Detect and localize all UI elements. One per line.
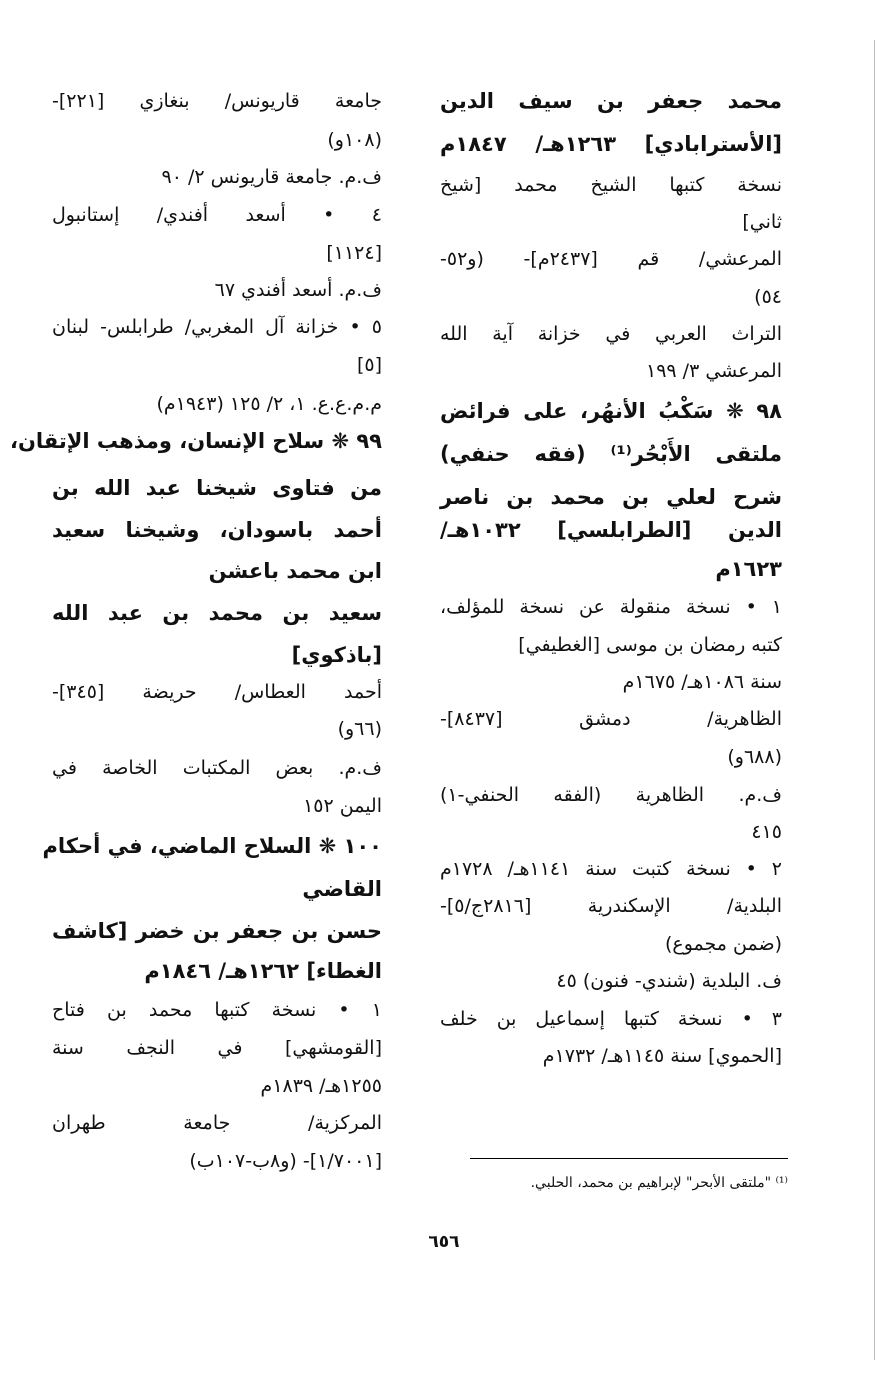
manuscript-line: ١ • نسخة منقولة عن نسخة للمؤلف، — [440, 596, 782, 618]
entry-100-author: الغطاء] ١٢٦٢هـ/ ١٨٤٦م — [144, 959, 382, 983]
manuscript-line: [١١٢٤] — [326, 242, 382, 264]
entry-98-author: الدين [الطرابلسي] ١٠٣٢هـ/ — [440, 518, 782, 542]
manuscript-line: جامعة قاريونس/ بنغازي [٢٢١]- — [52, 90, 382, 112]
manuscript-line: [٥] — [356, 354, 382, 376]
entry-98-author: ١٦٢٣م — [715, 557, 782, 581]
manuscript-line: أحمد العطاس/ حريضة [٣٤٥]- — [52, 681, 382, 703]
entry-author-line: محمد جعفر بن سيف الدين — [440, 89, 782, 113]
manuscript-line: (٦٦و) — [337, 718, 382, 740]
page-edge-line — [874, 40, 875, 1360]
manuscript-line: [القومشهي] في النجف سنة — [52, 1037, 382, 1059]
manuscript-line: ١٢٥٥هـ/ ١٨٣٩م — [260, 1075, 382, 1097]
entry-100-title: القاضي — [302, 877, 382, 901]
page-number: ٦٥٦ — [428, 1232, 460, 1252]
entry-98-author: شرح لعلي بن محمد بن ناصر — [440, 485, 782, 509]
manuscript-line: ف.م. بعض المكتبات الخاصة في — [52, 757, 382, 779]
manuscript-line: ثاني] — [742, 211, 782, 233]
manuscript-line: ١ • نسخة كتبها محمد بن فتاح — [52, 999, 382, 1021]
entry-99-title: أحمد باسودان، وشيخنا سعيد — [52, 518, 382, 542]
manuscript-line: ف. البلدية (شندي- فنون) ٤٥ — [556, 970, 782, 992]
manuscript-line: ف.م. أسعد أفندي ٦٧ — [214, 279, 382, 301]
manuscript-line: ٥ • خزانة آل المغربي/ طرابلس- لبنان — [52, 316, 382, 338]
manuscript-line: البلدية/ الإسكندرية [٢٨١٦ج/٥]- — [440, 895, 782, 917]
footnote-divider — [470, 1158, 788, 1159]
manuscript-line: ٤١٥ — [751, 821, 782, 843]
manuscript-line: المرعشي/ قم [٢٤٣٧م]- (و٥٢- — [440, 248, 782, 270]
manuscript-line: نسخة كتبها الشيخ محمد [شيخ — [440, 174, 782, 196]
entry-99-author: سعيد بن محمد بن عبد الله — [52, 601, 382, 625]
footnote: ⁽¹⁾ "ملتقى الأبحر" لإبراهيم بن محمد، الحلبي. — [530, 1175, 788, 1191]
manuscript-line: المرعشي ٣/ ١٩٩ — [646, 360, 782, 382]
manuscript-line: (١٠٨و) — [327, 129, 382, 151]
manuscript-line: [الحموي] سنة ١١٤٥هـ/ ١٧٣٢م — [542, 1045, 782, 1067]
manuscript-line: كتبه رمضان بن موسى [الغطيفي] — [518, 634, 782, 656]
manuscript-line: سنة ١٠٨٦هـ/ ١٦٧٥م — [622, 671, 782, 693]
manuscript-line: ٥٤) — [754, 286, 782, 308]
manuscript-line: الظاهرية/ دمشق [٨٤٣٧]- — [440, 708, 782, 730]
entry-author-line: [الأسترابادي] ١٢٦٣هـ/ ١٨٤٧م — [440, 132, 782, 156]
manuscript-line: ٣ • نسخة كتبها إسماعيل بن خلف — [440, 1008, 782, 1030]
manuscript-line: م.م.ع.ع. ١، ٢/ ١٢٥ (١٩٤٣م) — [156, 393, 382, 415]
entry-98-title: ٩٨ ❋ سَكْبُ الأنهُر، على فرائض — [440, 399, 782, 423]
manuscript-line: ف.م. الظاهرية (الفقه الحنفي-١) — [440, 784, 782, 806]
manuscript-line: ف.م. جامعة قاريونس ٢/ ٩٠ — [161, 166, 382, 188]
manuscript-line: التراث العربي في خزانة آية الله — [440, 323, 782, 345]
entry-98-title: ملتقى الأَبْحُر⁽¹⁾ (فقه حنفي) — [440, 442, 782, 466]
manuscript-line: المركزية/ جامعة طهران — [52, 1112, 382, 1134]
manuscript-line: ٤ • أسعد أفندي/ إستانبول — [52, 204, 382, 226]
manuscript-line: (ضمن مجموع) — [664, 933, 782, 955]
entry-100-title: ١٠٠ ❋ السلاح الماضي، في أحكام — [42, 834, 382, 858]
manuscript-line: اليمن ١٥٢ — [303, 795, 382, 817]
entry-99-title: ٩٩ ❋ سلاح الإنسان، ومذهب الإتقان، — [10, 429, 382, 453]
manuscript-line: (٦٨٨و) — [727, 746, 782, 768]
entry-99-title: من فتاوى شيخنا عبد الله بن — [52, 476, 382, 500]
manuscript-line: ٢ • نسخة كتبت سنة ١١٤١هـ/ ١٧٢٨م — [440, 858, 782, 880]
entry-99-title: ابن محمد باعشن — [208, 559, 382, 583]
entry-99-author: [باذكوي] — [291, 643, 382, 667]
entry-100-author: حسن بن جعفر بن خضر [كاشف — [52, 919, 382, 943]
manuscript-line: [١/٧٠٠١]- (و٨ب-١٠٧ب) — [189, 1150, 382, 1172]
